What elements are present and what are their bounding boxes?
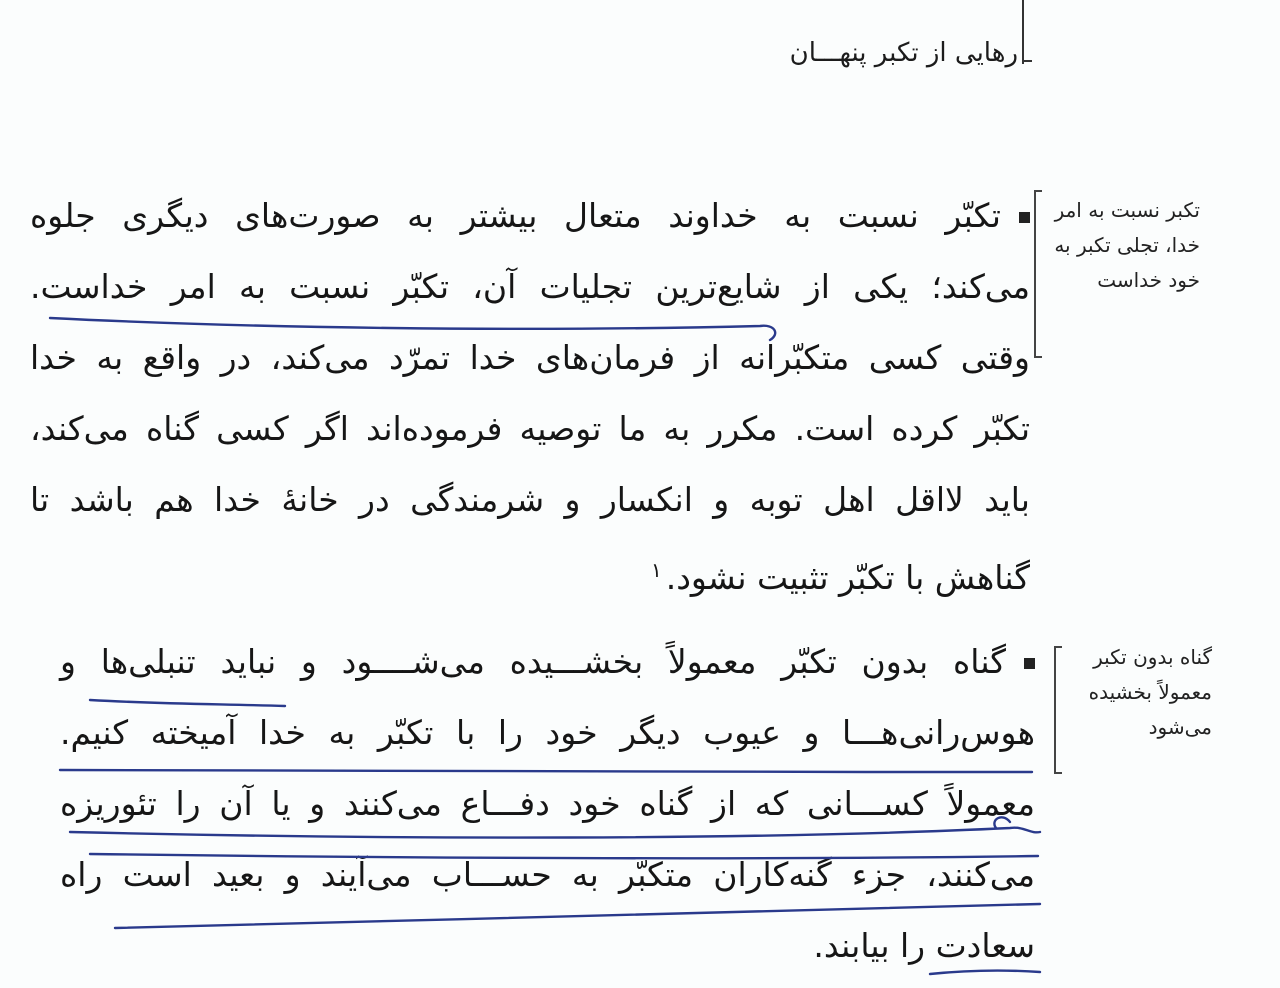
paragraph-1-line-6 [30, 535, 1030, 613]
line-text: گناهش با تکبّر تثبیت نشود. [665, 558, 1030, 597]
paragraph-2-line-4: می‌کنند، جزء گنه‌کاران متکبّر به حســـاب می‌آیند و بعید است راه [60, 855, 1035, 894]
bullet-icon [1024, 658, 1035, 669]
margin-bracket-1-tick-top [1034, 190, 1042, 192]
margin-bracket-2 [1054, 646, 1056, 774]
paragraph-2-line-3: معمولاً کســـانی که از گناه خود دفـــاع می‌کنند و یا آن را تئوریزه [60, 784, 1035, 823]
bullet-icon [1019, 212, 1030, 223]
paragraph-1-line-3: وقتی کسی متکبّرانه از فرمان‌های خدا تمرّد می‌کند، در واقع به خدا [30, 338, 1030, 377]
header-rule [1022, 0, 1024, 64]
paragraph-1-line-5: باید لااقل اهل توبه و انکسار و شرمندگی در خانۀ خدا هم باشد تا [30, 480, 1030, 519]
margin-bracket-1 [1034, 190, 1036, 358]
footnote-marker: ۱ [650, 558, 662, 582]
margin-gloss-2: گناه بدون تکبر معمولاً بخشیده می‌شود [1088, 645, 1212, 739]
paragraph-1-line-1 [30, 180, 1030, 251]
margin-bracket-1-tick-bottom [1034, 356, 1042, 358]
paragraph-2-line-5: سعادت را بیابند. [813, 926, 1035, 965]
paragraph-1-line-4: تکبّر کرده است. مکرر به ما توصیه فرموده‌اند اگر کسی گناه می‌کند، [30, 409, 1030, 448]
running-head: رهایی از تکبر پنهـــان [789, 38, 1018, 68]
paragraph-1 [30, 180, 1030, 630]
line-text: گناه بدون تکبّر معمولاً بخشـــیده می‌شــــود و نباید تنبلی‌ها و [60, 642, 1006, 681]
line-text: تکبّر نسبت به خداوند متعال بیشتر به صورت‌های دیگری جلوه [30, 196, 1001, 235]
paragraph-1-line-2: می‌کند؛ یکی از شایع‌ترین تجلیات آن، تکبّر نسبت به امر خداست. [30, 267, 1030, 306]
header-rule-tick [1024, 60, 1032, 62]
margin-bracket-2-tick-bottom [1054, 772, 1062, 774]
paragraph-2-line-2: هوس‌رانی‌هـــا و عیوب دیگر خود را با تکبّر به خدا آمیخته کنیم. [60, 713, 1035, 752]
paragraph-2-line-1 [60, 626, 1035, 697]
paragraph-2 [60, 626, 1035, 981]
margin-bracket-2-tick-top [1054, 646, 1062, 648]
margin-gloss-1: تکبر نسبت به امر خدا، تجلی تکبر به خود خداست [1054, 198, 1200, 292]
